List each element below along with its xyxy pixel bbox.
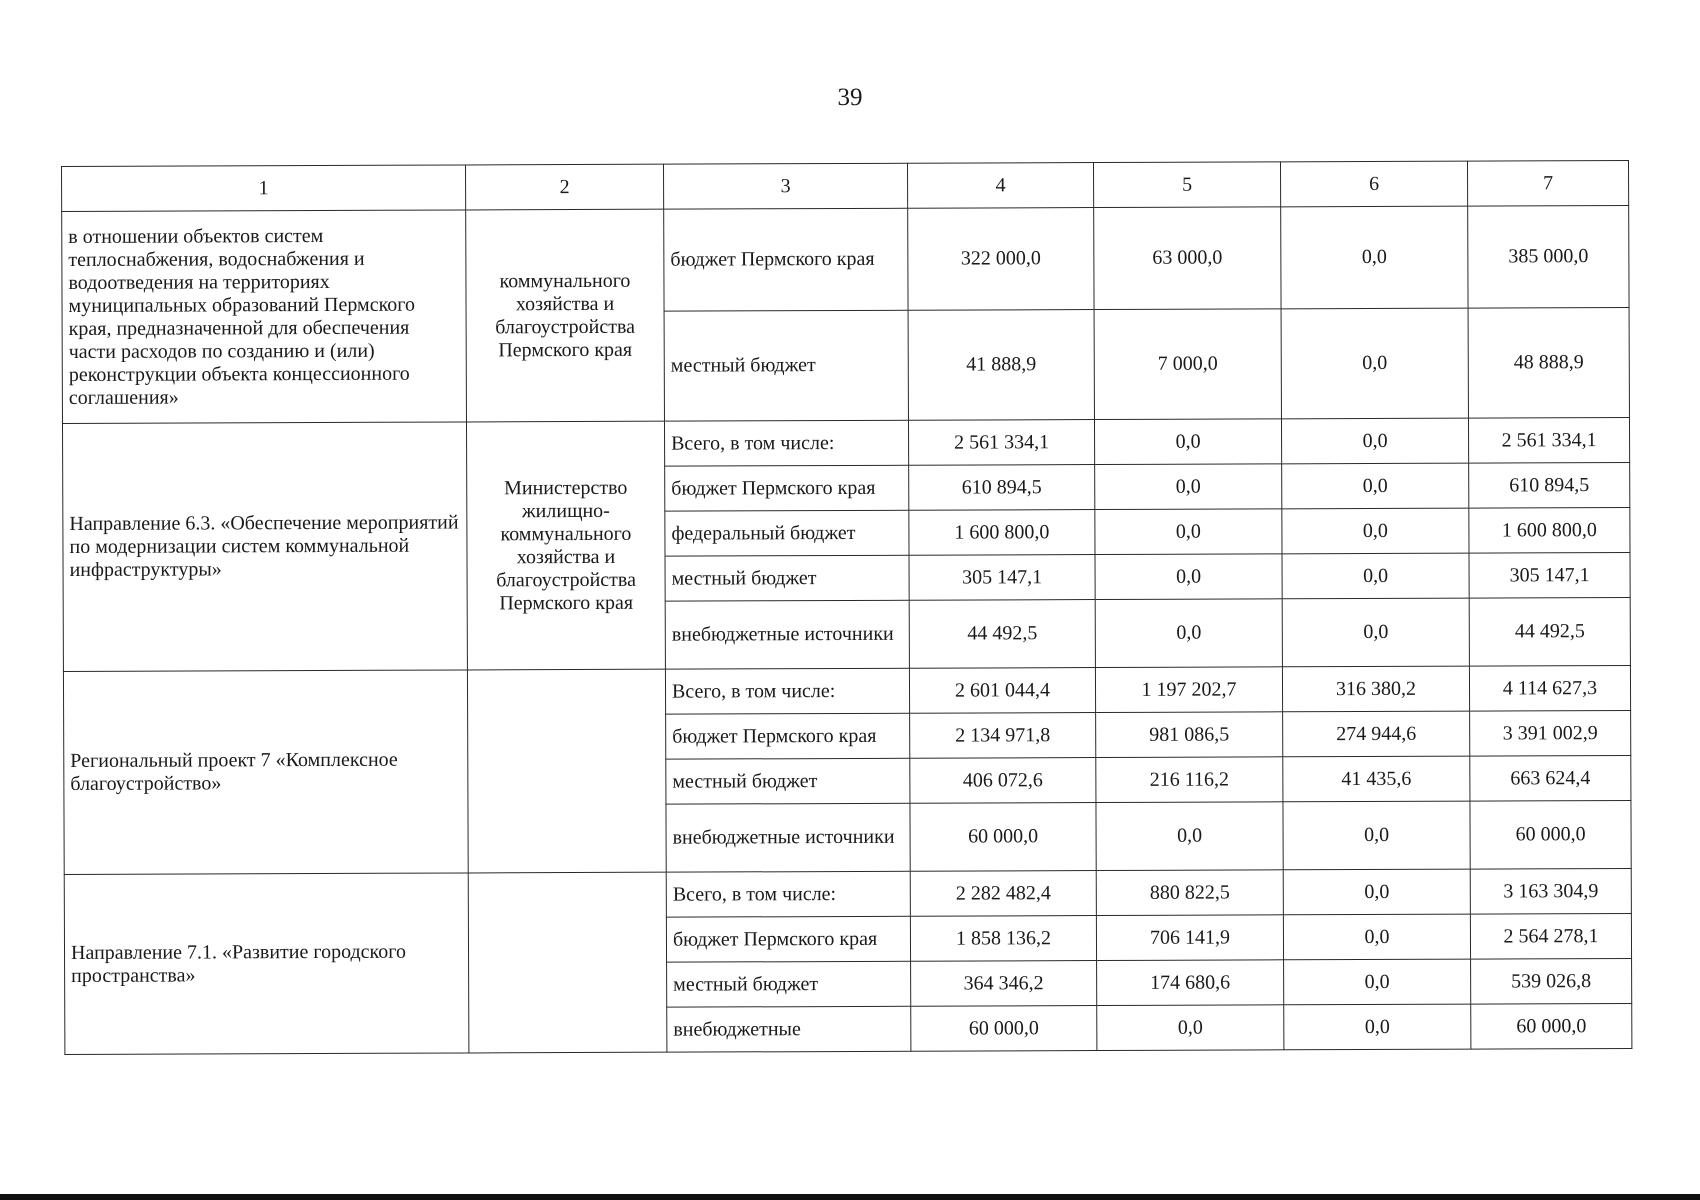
table-row — [62, 417, 1629, 468]
value-col7: 44 492,5 — [1469, 597, 1630, 666]
value-col7: 305 147,1 — [1469, 552, 1630, 598]
funding-source: внебюджетные источники — [665, 600, 909, 669]
funding-source: местный бюджет — [665, 555, 909, 601]
funding-source: местный бюджет — [667, 961, 911, 1007]
value-col5: 7 000,0 — [1094, 309, 1281, 420]
funding-source: внебюджетные источники — [666, 803, 910, 872]
value-col4: 2 561 334,1 — [908, 420, 1094, 466]
value-col6: 0,0 — [1281, 418, 1468, 464]
column-header: 2 — [465, 164, 663, 210]
value-col4: 2 601 044,4 — [909, 668, 1095, 714]
responsible-executor — [467, 669, 666, 873]
column-header: 4 — [907, 163, 1093, 209]
table-row — [63, 665, 1630, 716]
value-col6: 0,0 — [1281, 308, 1468, 419]
funding-source: бюджет Пермского края — [666, 916, 910, 962]
value-col5: 981 086,5 — [1096, 712, 1283, 758]
value-col7: 2 561 334,1 — [1468, 417, 1629, 463]
funding-source: бюджет Пермского края — [666, 713, 910, 759]
column-header: 7 — [1467, 160, 1628, 206]
column-header: 5 — [1093, 162, 1280, 208]
value-col5: 880 822,5 — [1096, 870, 1283, 916]
value-col6: 0,0 — [1284, 959, 1471, 1005]
responsible-executor: Министерство жилищно-коммунального хозяйства и благоустройства Пермского края — [466, 421, 665, 670]
value-col6: 0,0 — [1282, 598, 1469, 667]
value-col5: 174 680,6 — [1097, 960, 1284, 1006]
funding-source: Всего, в том числе: — [665, 668, 909, 714]
value-col4: 1 600 800,0 — [909, 510, 1095, 556]
value-col5: 63 000,0 — [1094, 207, 1281, 310]
item-description: в отношении объектов систем теплоснабжения, водоснабжения и водоотведения на территориях муниципальных образований Пермского края, предназначенной для обеспечения части расходов по созданию и (или) реконструкции объекта концессионного соглашения» — [62, 210, 467, 424]
value-col7: 60 000,0 — [1471, 1003, 1632, 1049]
value-col7: 539 026,8 — [1471, 958, 1632, 1004]
value-col4: 41 888,9 — [908, 310, 1094, 421]
value-col6: 0,0 — [1283, 914, 1470, 960]
funding-source: федеральный бюджет — [665, 510, 909, 556]
value-col6: 0,0 — [1282, 508, 1469, 554]
value-col6: 0,0 — [1283, 801, 1470, 870]
funding-source: Всего, в том числе: — [666, 871, 910, 917]
value-col7: 385 000,0 — [1468, 205, 1629, 308]
table-row — [62, 205, 1629, 313]
column-header: 3 — [663, 163, 907, 209]
value-col7: 2 564 278,1 — [1470, 913, 1631, 959]
value-col5: 0,0 — [1094, 419, 1281, 465]
value-col5: 0,0 — [1095, 554, 1282, 600]
item-description: Региональный проект 7 «Комплексное благоустройство» — [63, 670, 468, 875]
value-col4: 1 858 136,2 — [910, 916, 1096, 962]
column-header: 6 — [1280, 161, 1467, 207]
value-col5: 0,0 — [1096, 802, 1283, 871]
value-col6: 0,0 — [1281, 206, 1468, 309]
value-col6: 0,0 — [1282, 553, 1469, 599]
value-col5: 216 116,2 — [1096, 757, 1283, 803]
value-col5: 0,0 — [1095, 464, 1282, 510]
item-description: Направление 7.1. «Развитие городского пространства» — [64, 873, 469, 1055]
value-col5: 0,0 — [1097, 1005, 1284, 1051]
value-col4: 44 492,5 — [909, 600, 1095, 669]
value-col7: 60 000,0 — [1470, 800, 1631, 869]
value-col5: 706 141,9 — [1096, 915, 1283, 961]
value-col5: 0,0 — [1095, 599, 1282, 668]
value-col7: 3 163 304,9 — [1470, 868, 1631, 914]
funding-source: бюджет Пермского края — [664, 208, 908, 311]
value-col6: 41 435,6 — [1283, 756, 1470, 802]
value-col4: 322 000,0 — [908, 208, 1094, 311]
budget-table — [61, 160, 1632, 1055]
funding-source: Всего, в том числе: — [664, 420, 908, 466]
table-row — [64, 868, 1631, 919]
value-col4: 60 000,0 — [910, 803, 1096, 872]
item-description: Направление 6.3. «Обеспечение мероприятий по модернизации систем коммунальной инфраструктуры» — [62, 422, 467, 672]
funding-source: бюджет Пермского края — [665, 465, 909, 511]
value-col4: 364 346,2 — [911, 961, 1097, 1007]
value-col6: 316 380,2 — [1282, 666, 1469, 712]
value-col7: 4 114 627,3 — [1469, 665, 1630, 711]
value-col6: 0,0 — [1282, 463, 1469, 509]
funding-source: внебюджетные — [667, 1006, 911, 1052]
value-col6: 0,0 — [1284, 1004, 1471, 1050]
value-col7: 663 624,4 — [1470, 755, 1631, 801]
value-col5: 1 197 202,7 — [1095, 667, 1282, 713]
column-header: 1 — [62, 165, 466, 212]
value-col4: 60 000,0 — [911, 1006, 1097, 1052]
value-col5: 0,0 — [1095, 509, 1282, 555]
responsible-executor — [468, 872, 667, 1053]
value-col6: 274 944,6 — [1283, 711, 1470, 757]
value-col7: 610 894,5 — [1469, 462, 1630, 508]
responsible-executor: коммунального хозяйства и благоустройства Пермского края — [466, 209, 665, 422]
value-col7: 1 600 800,0 — [1469, 507, 1630, 553]
funding-source: местный бюджет — [666, 758, 910, 804]
value-col4: 406 072,6 — [910, 758, 1096, 804]
value-col7: 3 391 002,9 — [1470, 710, 1631, 756]
value-col4: 610 894,5 — [909, 465, 1095, 511]
header-row — [62, 160, 1629, 211]
page-number: 39 — [837, 84, 863, 111]
value-col7: 48 888,9 — [1468, 307, 1629, 418]
value-col4: 2 282 482,4 — [910, 871, 1096, 917]
value-col4: 305 147,1 — [909, 555, 1095, 601]
value-col6: 0,0 — [1283, 869, 1470, 915]
funding-source: местный бюджет — [664, 310, 908, 421]
value-col4: 2 134 971,8 — [910, 713, 1096, 759]
scan-bottom-edge — [0, 1194, 1700, 1200]
